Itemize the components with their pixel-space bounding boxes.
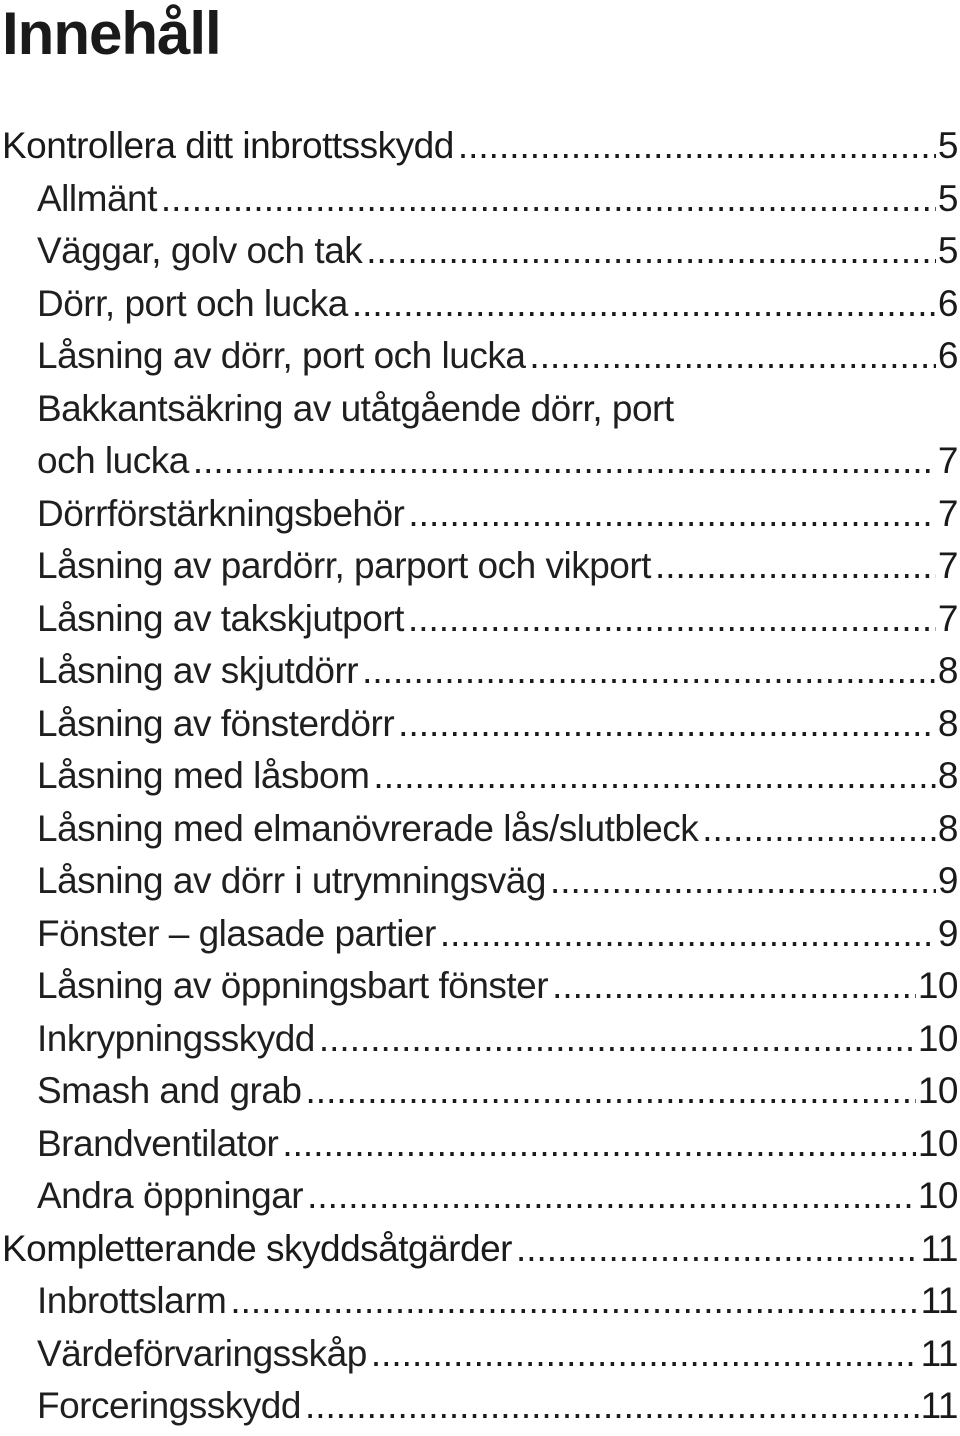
toc-entry-label: Forceringsskydd <box>37 1385 301 1426</box>
toc-section[interactable] <box>0 120 958 173</box>
toc-page-number: 5 <box>937 177 958 219</box>
toc-entry-label: Låsning med elmanövrerade lås/slutbleck <box>37 807 699 849</box>
dot-leader <box>282 1118 915 1171</box>
toc-page-number: 11 <box>920 1280 958 1321</box>
toc-entry[interactable] <box>0 593 958 646</box>
toc-entry[interactable] <box>0 1328 958 1381</box>
toc-entry-label: Fönster – glasade partier <box>37 912 436 954</box>
toc-page-number: 6 <box>937 335 958 376</box>
toc-entry-label: Brandventilator <box>37 1122 279 1164</box>
toc-page-number: 5 <box>937 125 958 166</box>
toc-entry[interactable] <box>0 225 958 278</box>
toc-page-number: 9 <box>937 860 958 901</box>
dot-leader <box>550 855 936 908</box>
toc-entry-label: Låsning av dörr, port och lucka <box>37 335 526 376</box>
toc-page-number: 8 <box>937 807 958 849</box>
toc-entry[interactable] <box>0 960 958 1013</box>
toc-entry-label: Dörrförstärkningsbehör <box>37 492 405 534</box>
toc-entry[interactable] <box>0 1275 958 1328</box>
dot-leader <box>319 1013 916 1066</box>
toc-entry-label: Bakkantsäkring av utåtgående dörr, port <box>37 387 674 429</box>
toc-section[interactable] <box>0 1223 958 1276</box>
toc-entry-label: Kompletterande skyddsåtgärder <box>2 1227 512 1269</box>
toc-entry[interactable] <box>0 1170 958 1223</box>
dot-leader <box>305 1380 919 1433</box>
dot-leader <box>408 593 936 646</box>
toc-entry-label: och lucka <box>37 440 189 481</box>
toc-entry-label: Låsning av öppningsbart fönster <box>37 965 549 1006</box>
dot-leader <box>516 1223 919 1276</box>
toc-page-number: 8 <box>937 702 958 744</box>
dot-leader <box>352 278 936 331</box>
dot-leader <box>529 330 936 383</box>
toc-page-number: 10 <box>917 1175 958 1216</box>
dot-leader <box>552 960 916 1013</box>
toc-entry-label: Låsning med låsbom <box>37 755 370 796</box>
toc-entry[interactable] <box>0 1013 958 1066</box>
toc-page-number: 11 <box>920 1385 958 1426</box>
toc-entry-label: Låsning av skjutdörr <box>37 650 359 691</box>
toc-page-number: 7 <box>937 597 958 639</box>
toc-entry-label: Andra öppningar <box>37 1175 304 1216</box>
toc-entry[interactable] <box>0 1118 958 1171</box>
toc-page-number: 7 <box>937 440 958 481</box>
toc-page-number: 8 <box>937 650 958 691</box>
page-title: Innehåll <box>2 0 221 67</box>
dot-leader <box>373 750 936 803</box>
toc-entry-label: Låsning av takskjutport <box>37 597 404 639</box>
toc-entry-label: Allmänt <box>37 177 157 219</box>
dot-leader <box>371 1328 919 1381</box>
toc-entry[interactable] <box>0 383 958 436</box>
toc-entry[interactable] <box>0 908 958 961</box>
toc-page-number: 7 <box>937 545 958 586</box>
toc-page-number: 11 <box>920 1332 958 1374</box>
toc-page-number: 8 <box>937 755 958 796</box>
toc-entry-label: Inbrottslarm <box>37 1280 227 1321</box>
toc-entry-label: Dörr, port och lucka <box>37 282 348 324</box>
dot-leader <box>362 645 936 698</box>
dot-leader <box>307 1170 916 1223</box>
toc-entry[interactable] <box>0 540 958 593</box>
toc-entry[interactable] <box>0 855 958 908</box>
toc-entry[interactable] <box>0 435 958 488</box>
dot-leader <box>458 120 936 173</box>
table-of-contents <box>0 120 958 1433</box>
toc-entry[interactable] <box>0 1380 958 1433</box>
toc-entry[interactable] <box>0 698 958 751</box>
toc-page-number: 5 <box>937 230 958 271</box>
toc-entry-label: Låsning av fönsterdörr <box>37 702 395 744</box>
toc-page-number: 9 <box>937 912 958 954</box>
toc-entry-label: Smash and grab <box>37 1070 302 1111</box>
dot-leader <box>306 1065 916 1118</box>
dot-leader <box>193 435 936 488</box>
toc-page-number: 10 <box>917 1070 958 1111</box>
toc-entry[interactable] <box>0 1065 958 1118</box>
toc-entry[interactable] <box>0 278 958 331</box>
toc-entry-label: Inkrypningsskydd <box>37 1017 315 1059</box>
toc-entry-label: Värdeförvaringsskåp <box>37 1332 367 1374</box>
dot-leader <box>702 803 936 856</box>
toc-entry[interactable] <box>0 488 958 541</box>
toc-entry[interactable] <box>0 645 958 698</box>
toc-page-number: 10 <box>917 1122 958 1164</box>
toc-entry[interactable] <box>0 750 958 803</box>
toc-entry-label: Låsning av dörr i utrymningsväg <box>37 860 546 901</box>
toc-page-number: 7 <box>937 492 958 534</box>
toc-entry-label: Kontrollera ditt inbrottsskydd <box>2 125 454 166</box>
toc-entry-label: Låsning av pardörr, parport och vikport <box>37 545 651 586</box>
toc-page-number: 6 <box>937 282 958 324</box>
toc-entry[interactable] <box>0 173 958 226</box>
dot-leader <box>161 173 936 226</box>
toc-page-number: 10 <box>917 965 958 1006</box>
dot-leader <box>398 698 936 751</box>
toc-page-number: 10 <box>917 1017 958 1059</box>
toc-page-number: 11 <box>920 1227 958 1269</box>
dot-leader <box>655 540 936 593</box>
dot-leader <box>440 908 936 961</box>
dot-leader <box>366 225 936 278</box>
dot-leader <box>408 488 936 541</box>
toc-entry-label: Väggar, golv och tak <box>37 230 363 271</box>
toc-entry[interactable] <box>0 330 958 383</box>
dot-leader <box>230 1275 918 1328</box>
toc-entry[interactable] <box>0 803 958 856</box>
